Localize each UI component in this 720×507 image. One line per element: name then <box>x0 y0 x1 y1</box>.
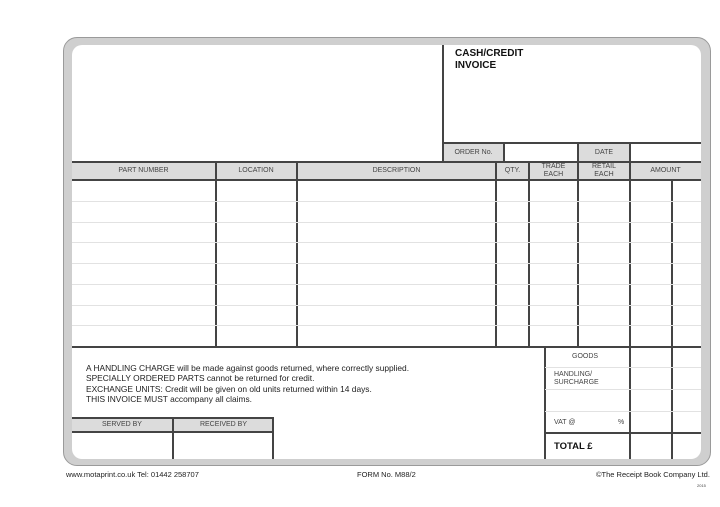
col-header-amount: AMOUNT <box>650 167 681 174</box>
goods-label: GOODS <box>572 353 599 360</box>
total-label: TOTAL £ <box>554 441 593 452</box>
goods-amount-field[interactable] <box>631 347 701 367</box>
trade-each-line2: EACH <box>543 171 564 178</box>
total-amount-field[interactable] <box>631 434 701 459</box>
terms-line: SPECIALLY ORDERED PARTS cannot be returned for credit. <box>86 373 315 384</box>
order-no-field[interactable] <box>505 144 577 161</box>
order-no-label: ORDER No. <box>444 144 503 161</box>
col-header-qty: QTY. <box>504 167 521 174</box>
form-title-line1: CASH/CREDIT <box>455 48 524 59</box>
footer-code: 2015 <box>697 483 706 488</box>
col-header-trade-each <box>529 163 578 179</box>
signature-right-edge <box>272 417 274 459</box>
table-row[interactable] <box>72 326 701 346</box>
table-row[interactable] <box>72 264 701 284</box>
vat-percent: % <box>618 419 625 426</box>
handling-amount-field[interactable] <box>631 368 701 389</box>
terms-line: A HANDLING CHARGE will be made against goods returned, where correctly supplied. <box>86 363 410 373</box>
retail-each-line1: RETAIL <box>592 163 616 170</box>
terms-line: EXCHANGE UNITS: Credit will be given on old units returned within 14 days. <box>86 383 372 394</box>
col-header-part-number: PART NUMBER <box>118 167 169 174</box>
received-by-label: RECEIVED BY <box>174 419 273 431</box>
served-by-field[interactable] <box>72 433 172 459</box>
date-field[interactable] <box>631 144 701 161</box>
table-body-bottom-line <box>72 346 701 348</box>
table-row[interactable] <box>72 223 701 243</box>
received-by-field[interactable] <box>174 433 272 459</box>
served-by-label: SERVED BY <box>72 419 172 431</box>
vat-label: VAT @ <box>554 419 576 426</box>
date-label: DATE <box>579 144 629 161</box>
handling-line1: HANDLING/ <box>554 371 593 378</box>
table-row[interactable] <box>72 243 701 263</box>
totals-row-line <box>545 389 701 390</box>
col-header-description: DESCRIPTION <box>372 167 421 174</box>
table-row[interactable] <box>72 285 701 305</box>
handling-label <box>554 371 599 387</box>
footer-copyright: ©The Receipt Book Company Ltd. <box>596 470 710 479</box>
table-row[interactable] <box>72 202 701 222</box>
footer-form-no: FORM No. M88/2 <box>357 470 416 479</box>
handling-line2: SURCHARGE <box>554 379 599 386</box>
footer-website-tel: www.motaprint.co.uk Tel: 01442 258707 <box>66 470 199 479</box>
form-title-line2: INVOICE <box>455 60 497 71</box>
form-title <box>455 48 523 72</box>
col-header-retail-each <box>578 163 630 179</box>
terms-text <box>86 363 409 405</box>
trade-each-line1: TRADE <box>541 163 566 170</box>
col-header-location: LOCATION <box>238 167 274 174</box>
table-row[interactable] <box>72 306 701 326</box>
terms-line: THIS INVOICE MUST accompany all claims. <box>86 394 252 405</box>
retail-each-line2: EACH <box>594 171 614 178</box>
totals-left-line <box>544 346 546 459</box>
table-row[interactable] <box>72 181 701 201</box>
invoice-form <box>72 45 701 459</box>
vat-amount-field[interactable] <box>631 412 701 432</box>
